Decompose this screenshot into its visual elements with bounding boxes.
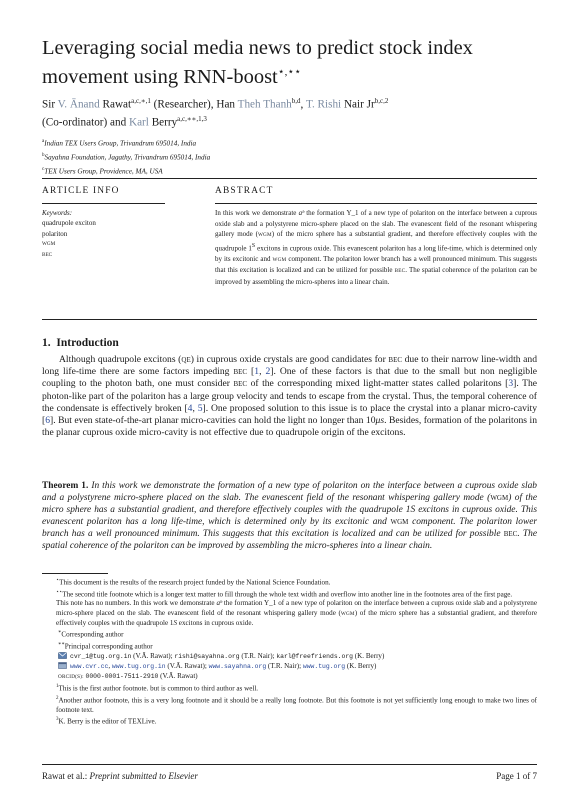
orcid-link[interactable]: 0000-0001-7511-2910 xyxy=(85,673,159,681)
divider xyxy=(42,203,165,204)
web-icon xyxy=(58,662,67,672)
email-icon xyxy=(58,652,67,662)
article-info-heading: ARTICLE INFO xyxy=(42,186,120,196)
keyword: WGM xyxy=(42,241,56,248)
keyword: BEC xyxy=(42,251,53,258)
footnote: $^2$Another author footnote, this is a very long footnote and it should be a really long footnote. But this footnote is not yet sufficiently long enough to make two lines of footnote text. xyxy=(56,696,537,714)
author-given-name: Karl xyxy=(129,116,149,129)
theorem-block: Theorem 1. In this work we demonstrate the formation of a new type of polariton on the interface between a cuprous oxide slab and a polystyrene micro-sphere placed on the slab. The evanescent field of the resonant whispering gallery mode (WGM) of the micro sphere has a substantial gradient, and therefore effectively couples with the quadrupole 1S excitons in cuprous oxide. This evanescent polariton has a long life-time, which is determined only by its excitonic and WGM component. The polariton lower branch has a well pronounced minimum. This suggests that this excitation is localized and can be utilized for possible BEC. The spatial coherence of the polariton can be improved by assembling the micro-spheres into a linear chain. xyxy=(42,481,538,552)
divider xyxy=(215,203,537,204)
abstract-text: In this work we demonstrate aᵇ the formation Y_1 of a new type of polariton on the interface between a cuprous oxide slab and a polystyrene micro-sphere placed on the slab. The evanescent field of the resonant whispering gallery mode (WGM) of the micro sphere has a substantial gradient, and therefore effectively couples with the quadrupole $1^S$ excitons in cuprous oxide. This evanescent polariton has a long life-time, which is determined only by its excitonic and WGM component. The polariton lower branch has a well pronounced minimum. This suggests that this excitation is localized and can be utilized for possible BEC. The spatial coherence of the polariton can be improved by assembling the micro-spheres into a linear chain. xyxy=(215,209,538,286)
email-link[interactable]: cvr_1@tug.org.in xyxy=(70,652,132,660)
footnote: $^1$This is the first author footnote. but is common to third author as well. xyxy=(56,684,259,693)
title-footnote-marks: ⋆,⋆⋆ xyxy=(277,66,302,78)
author-given-name: V. Ānand xyxy=(57,98,100,111)
footnote: $^3$K. Berry is the editor of TEXLive. xyxy=(56,717,157,726)
author-list: Sir V. Ānand Rawat$^{a,c,∗,1}$ (Researcher), Han Theh Thanh$^{b,d}$, T. Rishi Nair Jr$^{b,c,2}$ (Co-ordinator) and Karl Berry$^{a,c,∗∗,1,3}$ xyxy=(42,97,389,129)
footnote-rule xyxy=(42,573,108,574)
keywords xyxy=(42,208,162,260)
divider xyxy=(42,178,537,179)
citation-link[interactable]: 6 xyxy=(45,415,50,427)
abstract-heading: ABSTRACT xyxy=(215,186,274,196)
divider xyxy=(42,319,537,320)
keyword: polariton xyxy=(42,229,68,238)
footnote: ⋆This document is the results of the research project funded by the National Science Foundation. xyxy=(56,578,331,587)
orcid-line: ORCID(S): 0000-0001-7511-2910 (V.Ā. Rawat) xyxy=(58,672,198,681)
affiliation: $^a$Indian TEX Users Group, Trivandrum 695014, India xyxy=(42,139,197,148)
email-link[interactable]: karl@freefriends.org xyxy=(276,652,354,660)
paper-title: Leveraging social media news to predict stock index movement using RNN-boost⋆,⋆⋆ xyxy=(42,37,473,88)
footer-divider xyxy=(42,764,537,765)
footnotes xyxy=(42,576,537,727)
citation-link[interactable]: 4 xyxy=(187,402,193,414)
footnote: ⋆⋆The second title footnote which is a longer text matter to fill through the whole text width and overflow into another line in the footnotes area of the first page. xyxy=(56,589,513,599)
footnote: ∗Corresponding author xyxy=(58,630,124,639)
citation-link[interactable]: 2 xyxy=(265,366,271,378)
intro-paragraph: Although quadrupole excitons (QE) in cuprous oxide crystals are good candidates for BEC due to their narrow line-width and long life-time there are some factors impeding BEC [1, 2]. One of these factors is that due to the small but non negligible coupling to the photon bath, one must consider BEC of the corresponding mixed light-matter states called polaritons [3]. The photon-like part of the polariton has a large group velocity and tends to escape from the crystal. Thus, the temporal coherence of the condensate is effectively broken [4, 5]. One proposed solution to this issue is to place the crystal into a planar micro-cavity [6]. But even state-of-the-art planar micro-cavities can hold the light no longer than 10μs. Besides, formation of the polaritons in the planar cuprous oxide micro-cavity is not effective due to quadrupole origin of the excitons. xyxy=(42,354,538,439)
footnote: ∗∗Principal corresponding author xyxy=(58,641,153,651)
citation-link[interactable]: 1 xyxy=(254,366,260,378)
email-line: cvr_1@tug.org.in (V.Ā. Rawat); rishi@sayahna.org (T.R. Nair); karl@freefriends.org (K. Berry) xyxy=(42,652,537,662)
author-given-name: Theh Thanh xyxy=(237,98,292,111)
theorem-label: Theorem 1. xyxy=(42,481,89,491)
url-link[interactable]: www.sayahna.org xyxy=(208,662,267,670)
url-link[interactable]: www.tug.org xyxy=(302,662,346,670)
citation-link[interactable]: 3 xyxy=(508,378,514,390)
email-link[interactable]: rishi@sayahna.org xyxy=(174,652,240,660)
url-link[interactable]: www.cvr.cc xyxy=(70,662,109,670)
keywords-label: Keywords: xyxy=(42,209,73,217)
url-link[interactable]: www.tug.org.in xyxy=(111,662,166,670)
paper-page: Leveraging social media news to predict stock index movement using RNN-boost⋆,⋆⋆ Sir V. Ānand Rawat$^{a,c,∗,1}$ (Researcher), Han Theh Thanh$^{b,d}$, T. Rishi Nair Jr$^{b,c,2}$ (Co-ordinator) and Karl Berry$^{a,c,∗∗,1,3}$ $^a$Indian TEX Users Group, Trivandrum 695014, India $^b$Sayahna Foundation, Jagathy, Trivandrum 695014, India $^c$TEX Users Group, Providence, MA, USA ARTICLE INFO ABSTRACT Keywords: quadrupole exciton polariton WGM BEC In this work we demonstrate aᵇ the formation Y_1 of a new type of polariton on the interface between a cuprous oxide slab and a polystyrene micro-sphere placed on the slab. The evanescent field of the resonant whispering gallery mode (WGM) of the micro sphere has a substantial gradient, and therefore effectively couples with the quadrupole $1^S$ excitons in cuprous oxide. This evanescent polariton has a long life-time, which is determined only by its excitonic and WGM component. The polariton lower branch has a well pronounced minimum. This suggests that this excitation is localized and can be utilized for possible BEC. The spatial coherence of the polariton can be improved by assembling the micro-spheres into a linear chain. 1. Introduction Although quadrupole excitons (QE) in cuprous oxide crystals are good candidates for BEC due to their narrow line-width and long life-time there are some factors impeding BEC [1, 2]. One of these factors is that due to the small but non negligible coupling to the photon bath, one must consider BEC of the corresponding mixed light-matter states called polaritons [3]. The photon-like part of the polariton has a large group velocity and tends to escape from the crystal. Thus, the temporal coherence of the condensate is effectively broken [4, 5]. One proposed solution to this issue is to place the crystal into a planar micro-cavity [6]. But even state-of-the-art planar micro-cavities can hold the light no longer than 10μs. Besides, formation of the polaritons in the planar cuprous oxide micro-cavity is not effective due to quadrupole origin of the excitons. Theorem 1. In this work we demonstrate the formation of a new type of polariton on the interface between a cuprous oxide slab and a polystyrene micro-sphere placed on the slab. The evanescent field of the resonant whispering gallery mode (WGM) of the micro sphere has a substantial gradient, and therefore effectively couples with the quadrupole 1S excitons in cuprous oxide. This evanescent polariton has a long life-time, which is determined only by its excitonic and WGM component. The polariton lower branch has a well pronounced minimum. This suggests that this excitation is localized and can be utilized for possible BEC. The spatial coherence of the polariton can be improved by assembling the micro-spheres into a linear chain. ⋆This document is the results of the research project funded by the National Science Foundation. ⋆⋆The second title footnote which is a longer text matter to fill through the whole text width and overflow into another line in the footnotes area of the first page. This note has no numbers. In this work we demonstrate aᵇ the formation Y_1 of a new type of polariton on the interface between a cuprous oxide slab and a polystyrene micro-sphere placed on the slab. The evanescent field of the resonant whispering gallery mode (WGM) of the micro sphere has a substantial gradient, and therefore effectively couples with the quadrupole 1S excitons in cuprous oxide. ∗Corresponding author ∗∗Principal corresponding author cvr_1@tug.org.in (V.Ā. Rawat); rishi@sayahna.org (T.R. Nair); karl@freefriends.org (K. Berry) www.cvr.cc, www.tug.org.in (V.Ā. Rawat); www.sayahna.org (T.R. Nair); www.tug.org (K. Berry) ORCID(S): 0000-0001-7511-2910 (V.Ā. Rawat) $^1$This is the first author footnote. but is common to third author as well. $^2$Another author footnote, this is a very long footnote and it should be a really long footnote. But this footnote is not yet sufficiently long enough to make two lines of footnote text. $^3$K. Berry is the editor of TEXLive. Rawat et al.: Preprint submitted to Elsevier Page 1 of 7 xyxy=(0,0,579,790)
affiliations xyxy=(42,136,562,178)
author-given-name: T. Rishi xyxy=(305,98,342,111)
journal-name: Preprint submitted to Elsevier xyxy=(89,771,198,781)
url-line: www.cvr.cc, www.tug.org.in (V.Ā. Rawat); www.sayahna.org (T.R. Nair); www.tug.org (K. Berry) xyxy=(42,662,537,672)
affiliation: $^b$Sayahna Foundation, Jagathy, Trivandrum 695014, India xyxy=(42,152,211,162)
page-number: Page 1 of 7 xyxy=(496,771,537,781)
affiliation: $^c$TEX Users Group, Providence, MA, USA xyxy=(42,166,163,176)
citation-link[interactable]: 5 xyxy=(197,402,203,414)
section-heading: 1. Introduction xyxy=(42,337,119,349)
keyword: quadrupole exciton xyxy=(42,219,96,228)
footnote: This note has no numbers. In this work we demonstrate aᵇ the formation Y_1 of a new type of polariton on the interface between a cuprous oxide slab and a polystyrene micro-sphere placed on the slab. The evanescent field of the resonant whispering gallery mode (WGM) of the micro sphere has a substantial gradient, and therefore effectively couples with the quadrupole 1S excitons in cuprous oxide. xyxy=(56,599,537,627)
